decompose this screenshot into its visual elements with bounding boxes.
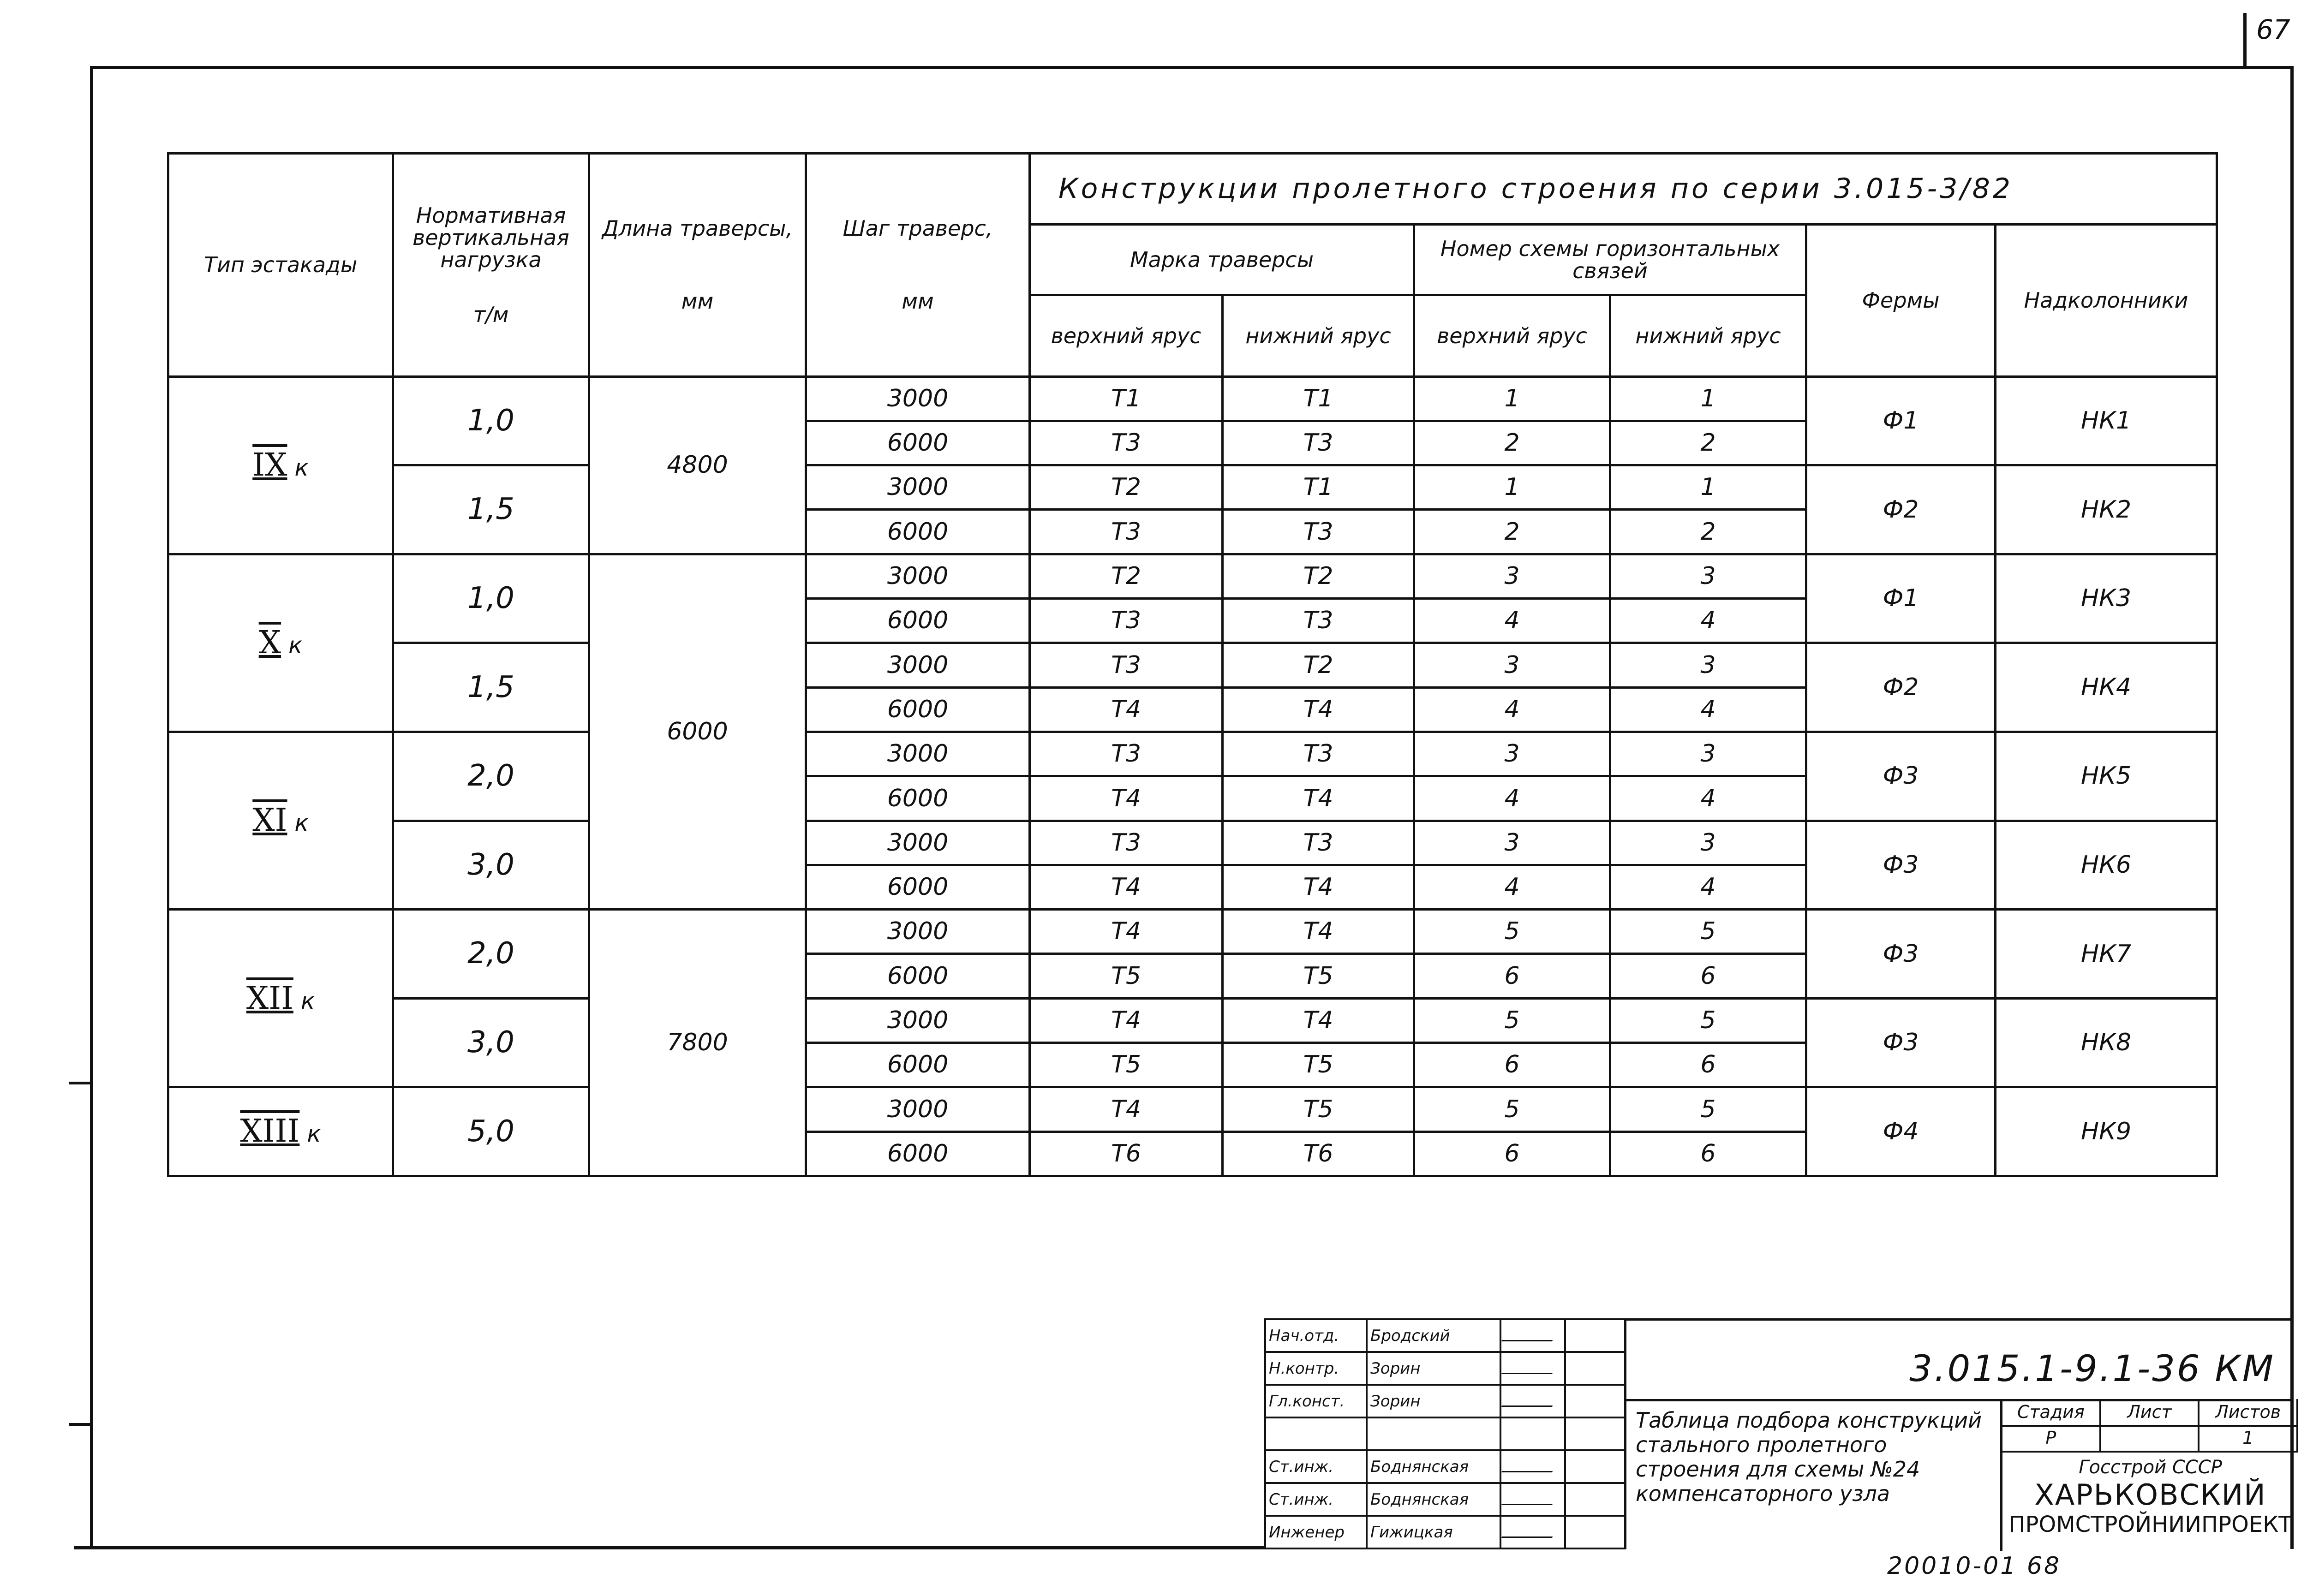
header-traverse-mark: Марка траверсы bbox=[1030, 224, 1414, 295]
stage-value: Р bbox=[2002, 1425, 2101, 1451]
header-step-label: Шаг траверс, bbox=[843, 215, 993, 241]
document-code: 3.015.1-9.1-36 КМ bbox=[1909, 1348, 2275, 1390]
title-block bbox=[1264, 1318, 2294, 1549]
scheme-upper-cell: 3 bbox=[1414, 643, 1610, 687]
approval-name: Зорин bbox=[1367, 1385, 1500, 1417]
step-cell: 3000 bbox=[806, 554, 1030, 598]
approval-table bbox=[1264, 1318, 1626, 1549]
load-cell: 1,5 bbox=[393, 643, 589, 732]
table-row bbox=[168, 554, 2217, 598]
header-traverse-lower: нижний ярус bbox=[1223, 295, 1414, 376]
traverse-upper-cell: Т3 bbox=[1030, 599, 1223, 643]
signature-cell bbox=[1500, 1516, 1565, 1548]
type-cell bbox=[168, 732, 393, 909]
step-cell: 6000 bbox=[806, 599, 1030, 643]
traverse-upper-cell: Т3 bbox=[1030, 643, 1223, 687]
selection-table bbox=[167, 152, 2218, 1177]
archive-code: 20010-01 68 bbox=[1887, 1552, 2062, 1580]
scheme-lower-cell: 3 bbox=[1610, 554, 1806, 598]
truss-cell: Ф4 bbox=[1806, 1087, 1996, 1176]
sheets-label: Листов bbox=[2199, 1399, 2298, 1425]
table-row bbox=[168, 643, 2217, 687]
step-cell: 6000 bbox=[806, 687, 1030, 732]
header-type: Тип эстакады bbox=[168, 154, 393, 377]
header-step bbox=[806, 154, 1030, 377]
truss-cell: Ф3 bbox=[1806, 998, 1996, 1087]
scheme-upper-cell: 6 bbox=[1414, 1043, 1610, 1087]
traverse-upper-cell: Т4 bbox=[1030, 998, 1223, 1042]
org-line-3: ПРОМСТРОЙНИИПРОЕКТ bbox=[2008, 1512, 2292, 1537]
nadkol-cell: НК7 bbox=[1996, 910, 2217, 999]
type-roman: XII bbox=[246, 980, 293, 1017]
signature-cell bbox=[1500, 1319, 1565, 1352]
step-cell: 3000 bbox=[806, 1087, 1030, 1131]
traverse-upper-cell: Т3 bbox=[1030, 421, 1223, 465]
nadkol-cell: НК2 bbox=[1996, 465, 2217, 554]
scheme-lower-cell: 4 bbox=[1610, 865, 1806, 909]
length-cell: 4800 bbox=[589, 376, 806, 554]
scheme-upper-cell: 4 bbox=[1414, 599, 1610, 643]
step-cell: 6000 bbox=[806, 776, 1030, 821]
traverse-lower-cell: Т4 bbox=[1223, 865, 1414, 909]
approval-name: Боднянская bbox=[1367, 1450, 1500, 1483]
traverse-upper-cell: Т4 bbox=[1030, 1087, 1223, 1131]
signature-mark bbox=[1501, 1359, 1558, 1374]
header-trusses: Фермы bbox=[1806, 224, 1996, 376]
table-row bbox=[168, 465, 2217, 510]
date-cell bbox=[1565, 1483, 1625, 1516]
load-cell: 3,0 bbox=[393, 998, 589, 1087]
approval-name bbox=[1367, 1417, 1500, 1450]
traverse-lower-cell: Т1 bbox=[1223, 465, 1414, 510]
scheme-lower-cell: 5 bbox=[1610, 910, 1806, 954]
traverse-upper-cell: Т4 bbox=[1030, 687, 1223, 732]
approval-role: Ст.инж. bbox=[1265, 1483, 1367, 1516]
scheme-upper-cell: 6 bbox=[1414, 1131, 1610, 1176]
truss-cell: Ф2 bbox=[1806, 465, 1996, 554]
org-line-1: Госстрой СССР bbox=[2079, 1457, 2222, 1478]
scheme-upper-cell: 5 bbox=[1414, 1087, 1610, 1131]
scheme-lower-cell: 4 bbox=[1610, 776, 1806, 821]
scheme-lower-cell: 1 bbox=[1610, 465, 1806, 510]
page-number-bar bbox=[2243, 13, 2247, 66]
approval-name: Зорин bbox=[1367, 1352, 1500, 1385]
approval-row bbox=[1265, 1352, 1625, 1385]
load-cell: 2,0 bbox=[393, 732, 589, 821]
traverse-lower-cell: Т4 bbox=[1223, 687, 1414, 732]
load-cell: 1,0 bbox=[393, 554, 589, 643]
approval-role: Н.контр. bbox=[1265, 1352, 1367, 1385]
edge-tick bbox=[69, 1082, 92, 1084]
step-cell: 3000 bbox=[806, 821, 1030, 865]
scheme-upper-cell: 5 bbox=[1414, 998, 1610, 1042]
scheme-upper-cell: 3 bbox=[1414, 554, 1610, 598]
header-nadkol: Надколонники bbox=[1996, 224, 2217, 376]
scheme-lower-cell: 1 bbox=[1610, 376, 1806, 421]
truss-cell: Ф2 bbox=[1806, 643, 1996, 732]
step-cell: 6000 bbox=[806, 421, 1030, 465]
traverse-lower-cell: Т3 bbox=[1223, 732, 1414, 776]
approval-role: Гл.конст. bbox=[1265, 1385, 1367, 1417]
type-cell bbox=[168, 1087, 393, 1176]
type-roman: X bbox=[258, 625, 281, 661]
signature-cell bbox=[1500, 1483, 1565, 1516]
approval-row bbox=[1265, 1385, 1625, 1417]
nadkol-cell: НК3 bbox=[1996, 554, 2217, 643]
step-cell: 6000 bbox=[806, 1043, 1030, 1087]
header-load-label: Нормативная вертикальная нагрузка bbox=[412, 202, 569, 273]
type-cell bbox=[168, 376, 393, 554]
scheme-upper-cell: 4 bbox=[1414, 865, 1610, 909]
title-block-main bbox=[1624, 1318, 2294, 1549]
truss-cell: Ф3 bbox=[1806, 821, 1996, 910]
traverse-lower-cell: Т3 bbox=[1223, 599, 1414, 643]
approval-row bbox=[1265, 1483, 1625, 1516]
table-row bbox=[168, 998, 2217, 1042]
scheme-upper-cell: 3 bbox=[1414, 732, 1610, 776]
traverse-upper-cell: Т6 bbox=[1030, 1131, 1223, 1176]
approval-row bbox=[1265, 1450, 1625, 1483]
approval-name: Гижицкая bbox=[1367, 1516, 1500, 1548]
load-cell: 1,5 bbox=[393, 465, 589, 554]
signature-cell bbox=[1500, 1417, 1565, 1450]
scheme-upper-cell: 4 bbox=[1414, 687, 1610, 732]
scheme-upper-cell: 1 bbox=[1414, 376, 1610, 421]
traverse-lower-cell: Т2 bbox=[1223, 554, 1414, 598]
scheme-lower-cell: 2 bbox=[1610, 421, 1806, 465]
stage-label: Стадия bbox=[2002, 1399, 2101, 1425]
header-load-unit: т/м bbox=[473, 302, 509, 327]
signature-mark bbox=[1501, 1326, 1558, 1341]
scheme-lower-cell: 3 bbox=[1610, 643, 1806, 687]
approval-row bbox=[1265, 1417, 1625, 1450]
step-cell: 3000 bbox=[806, 376, 1030, 421]
sheets-value: 1 bbox=[2199, 1425, 2298, 1451]
traverse-lower-cell: Т3 bbox=[1223, 421, 1414, 465]
traverse-lower-cell: Т5 bbox=[1223, 1087, 1414, 1131]
traverse-upper-cell: Т5 bbox=[1030, 954, 1223, 998]
type-cell bbox=[168, 554, 393, 732]
scheme-lower-cell: 4 bbox=[1610, 687, 1806, 732]
scheme-upper-cell: 2 bbox=[1414, 421, 1610, 465]
scheme-lower-cell: 5 bbox=[1610, 1087, 1806, 1131]
scheme-upper-cell: 5 bbox=[1414, 910, 1610, 954]
traverse-upper-cell: Т2 bbox=[1030, 465, 1223, 510]
edge-tick bbox=[69, 1423, 92, 1426]
approval-name: Бродский bbox=[1367, 1319, 1500, 1352]
scheme-lower-cell: 2 bbox=[1610, 510, 1806, 554]
date-cell bbox=[1565, 1385, 1625, 1417]
approval-row bbox=[1265, 1516, 1625, 1548]
type-suffix: к bbox=[300, 987, 315, 1014]
date-cell bbox=[1565, 1319, 1625, 1352]
type-suffix: к bbox=[288, 632, 303, 659]
truss-cell: Ф1 bbox=[1806, 376, 1996, 465]
traverse-lower-cell: Т3 bbox=[1223, 510, 1414, 554]
stage-values bbox=[2002, 1425, 2298, 1453]
step-cell: 3000 bbox=[806, 998, 1030, 1042]
signature-mark bbox=[1501, 1457, 1558, 1472]
stage-header bbox=[2002, 1399, 2298, 1427]
load-cell: 3,0 bbox=[393, 821, 589, 910]
truss-cell: Ф3 bbox=[1806, 732, 1996, 821]
traverse-upper-cell: Т4 bbox=[1030, 910, 1223, 954]
traverse-lower-cell: Т4 bbox=[1223, 998, 1414, 1042]
truss-cell: Ф1 bbox=[1806, 554, 1996, 643]
header-scheme: Номер схемы горизонтальных связей bbox=[1414, 224, 1806, 295]
signature-cell bbox=[1500, 1450, 1565, 1483]
traverse-lower-cell: Т1 bbox=[1223, 376, 1414, 421]
document-title: Таблица подбора конструкций стального пролетного строения для схемы №24 компенсаторного узла bbox=[1636, 1408, 1982, 1506]
traverse-upper-cell: Т2 bbox=[1030, 554, 1223, 598]
scheme-lower-cell: 6 bbox=[1610, 1131, 1806, 1176]
header-load bbox=[393, 154, 589, 377]
traverse-lower-cell: Т6 bbox=[1223, 1131, 1414, 1176]
traverse-lower-cell: Т5 bbox=[1223, 954, 1414, 998]
signature-mark bbox=[1501, 1392, 1558, 1407]
type-suffix: к bbox=[307, 1120, 321, 1148]
traverse-upper-cell: Т1 bbox=[1030, 376, 1223, 421]
scheme-lower-cell: 6 bbox=[1610, 1043, 1806, 1087]
header-traverse-upper: верхний ярус bbox=[1030, 295, 1223, 376]
scheme-lower-cell: 5 bbox=[1610, 998, 1806, 1042]
traverse-upper-cell: Т4 bbox=[1030, 865, 1223, 909]
step-cell: 6000 bbox=[806, 954, 1030, 998]
step-cell: 3000 bbox=[806, 732, 1030, 776]
traverse-upper-cell: Т3 bbox=[1030, 732, 1223, 776]
traverse-lower-cell: Т3 bbox=[1223, 821, 1414, 865]
approval-role: Ст.инж. bbox=[1265, 1450, 1367, 1483]
table-body bbox=[168, 376, 2217, 1176]
header-constructions: Конструкции пролетного строения по серии 3.015-3/82 bbox=[1030, 154, 2217, 225]
table-row bbox=[168, 376, 2217, 421]
nadkol-cell: НК8 bbox=[1996, 998, 2217, 1087]
date-cell bbox=[1565, 1450, 1625, 1483]
step-cell: 6000 bbox=[806, 1131, 1030, 1176]
scheme-upper-cell: 4 bbox=[1414, 776, 1610, 821]
step-cell: 3000 bbox=[806, 643, 1030, 687]
signature-cell bbox=[1500, 1352, 1565, 1385]
scheme-upper-cell: 6 bbox=[1414, 954, 1610, 998]
type-roman: XI bbox=[252, 802, 287, 839]
step-cell: 6000 bbox=[806, 865, 1030, 909]
table-row bbox=[168, 732, 2217, 776]
traverse-lower-cell: Т4 bbox=[1223, 910, 1414, 954]
org-line-2: ХАРЬКОВСКИЙ bbox=[2034, 1478, 2266, 1512]
table-row bbox=[168, 1087, 2217, 1131]
organization bbox=[2002, 1457, 2298, 1537]
header-scheme-upper: верхний ярус bbox=[1414, 295, 1610, 376]
load-cell: 1,0 bbox=[393, 376, 589, 465]
nadkol-cell: НК6 bbox=[1996, 821, 2217, 910]
header-scheme-lower: нижний ярус bbox=[1610, 295, 1806, 376]
scheme-upper-cell: 1 bbox=[1414, 465, 1610, 510]
signature-mark bbox=[1501, 1490, 1558, 1505]
traverse-lower-cell: Т5 bbox=[1223, 1043, 1414, 1087]
approval-name: Боднянская bbox=[1367, 1483, 1500, 1516]
type-cell bbox=[168, 910, 393, 1087]
frame-bottom-line bbox=[74, 1546, 1264, 1549]
scheme-upper-cell: 2 bbox=[1414, 510, 1610, 554]
header-length-unit: мм bbox=[681, 289, 714, 314]
scheme-lower-cell: 3 bbox=[1610, 732, 1806, 776]
nadkol-cell: НК9 bbox=[1996, 1087, 2217, 1176]
stage-box bbox=[2000, 1399, 2296, 1551]
header-length-label: Длина траверсы, bbox=[602, 215, 793, 241]
page-number: 67 bbox=[2256, 14, 2290, 45]
traverse-upper-cell: Т3 bbox=[1030, 821, 1223, 865]
type-roman: XIII bbox=[240, 1113, 300, 1150]
traverse-upper-cell: Т3 bbox=[1030, 510, 1223, 554]
load-cell: 2,0 bbox=[393, 910, 589, 999]
traverse-lower-cell: Т4 bbox=[1223, 776, 1414, 821]
traverse-lower-cell: Т2 bbox=[1223, 643, 1414, 687]
truss-cell: Ф3 bbox=[1806, 910, 1996, 999]
step-cell: 6000 bbox=[806, 510, 1030, 554]
approval-role: Инженер bbox=[1265, 1516, 1367, 1548]
table-row bbox=[168, 821, 2217, 865]
scheme-lower-cell: 4 bbox=[1610, 599, 1806, 643]
length-cell: 6000 bbox=[589, 554, 806, 909]
header-step-unit: мм bbox=[902, 289, 934, 314]
signature-mark bbox=[1501, 1523, 1558, 1538]
step-cell: 3000 bbox=[806, 465, 1030, 510]
step-cell: 3000 bbox=[806, 910, 1030, 954]
signature-cell bbox=[1500, 1385, 1565, 1417]
length-cell: 7800 bbox=[589, 910, 806, 1176]
nadkol-cell: НК5 bbox=[1996, 732, 2217, 821]
load-cell: 5,0 bbox=[393, 1087, 589, 1176]
sheet-value bbox=[2101, 1425, 2200, 1451]
approval-row bbox=[1265, 1319, 1625, 1352]
type-suffix: к bbox=[294, 810, 309, 837]
traverse-upper-cell: Т4 bbox=[1030, 776, 1223, 821]
date-cell bbox=[1565, 1352, 1625, 1385]
header-length bbox=[589, 154, 806, 377]
nadkol-cell: НК1 bbox=[1996, 376, 2217, 465]
type-suffix: к bbox=[294, 454, 309, 481]
approval-role: Нач.отд. bbox=[1265, 1319, 1367, 1352]
scheme-lower-cell: 3 bbox=[1610, 821, 1806, 865]
approval-role bbox=[1265, 1417, 1367, 1450]
traverse-upper-cell: Т5 bbox=[1030, 1043, 1223, 1087]
scheme-lower-cell: 6 bbox=[1610, 954, 1806, 998]
date-cell bbox=[1565, 1516, 1625, 1548]
scheme-upper-cell: 3 bbox=[1414, 821, 1610, 865]
sheet-label: Лист bbox=[2101, 1399, 2200, 1425]
nadkol-cell: НК4 bbox=[1996, 643, 2217, 732]
date-cell bbox=[1565, 1417, 1625, 1450]
type-roman: IX bbox=[252, 447, 287, 483]
table-row bbox=[168, 910, 2217, 954]
